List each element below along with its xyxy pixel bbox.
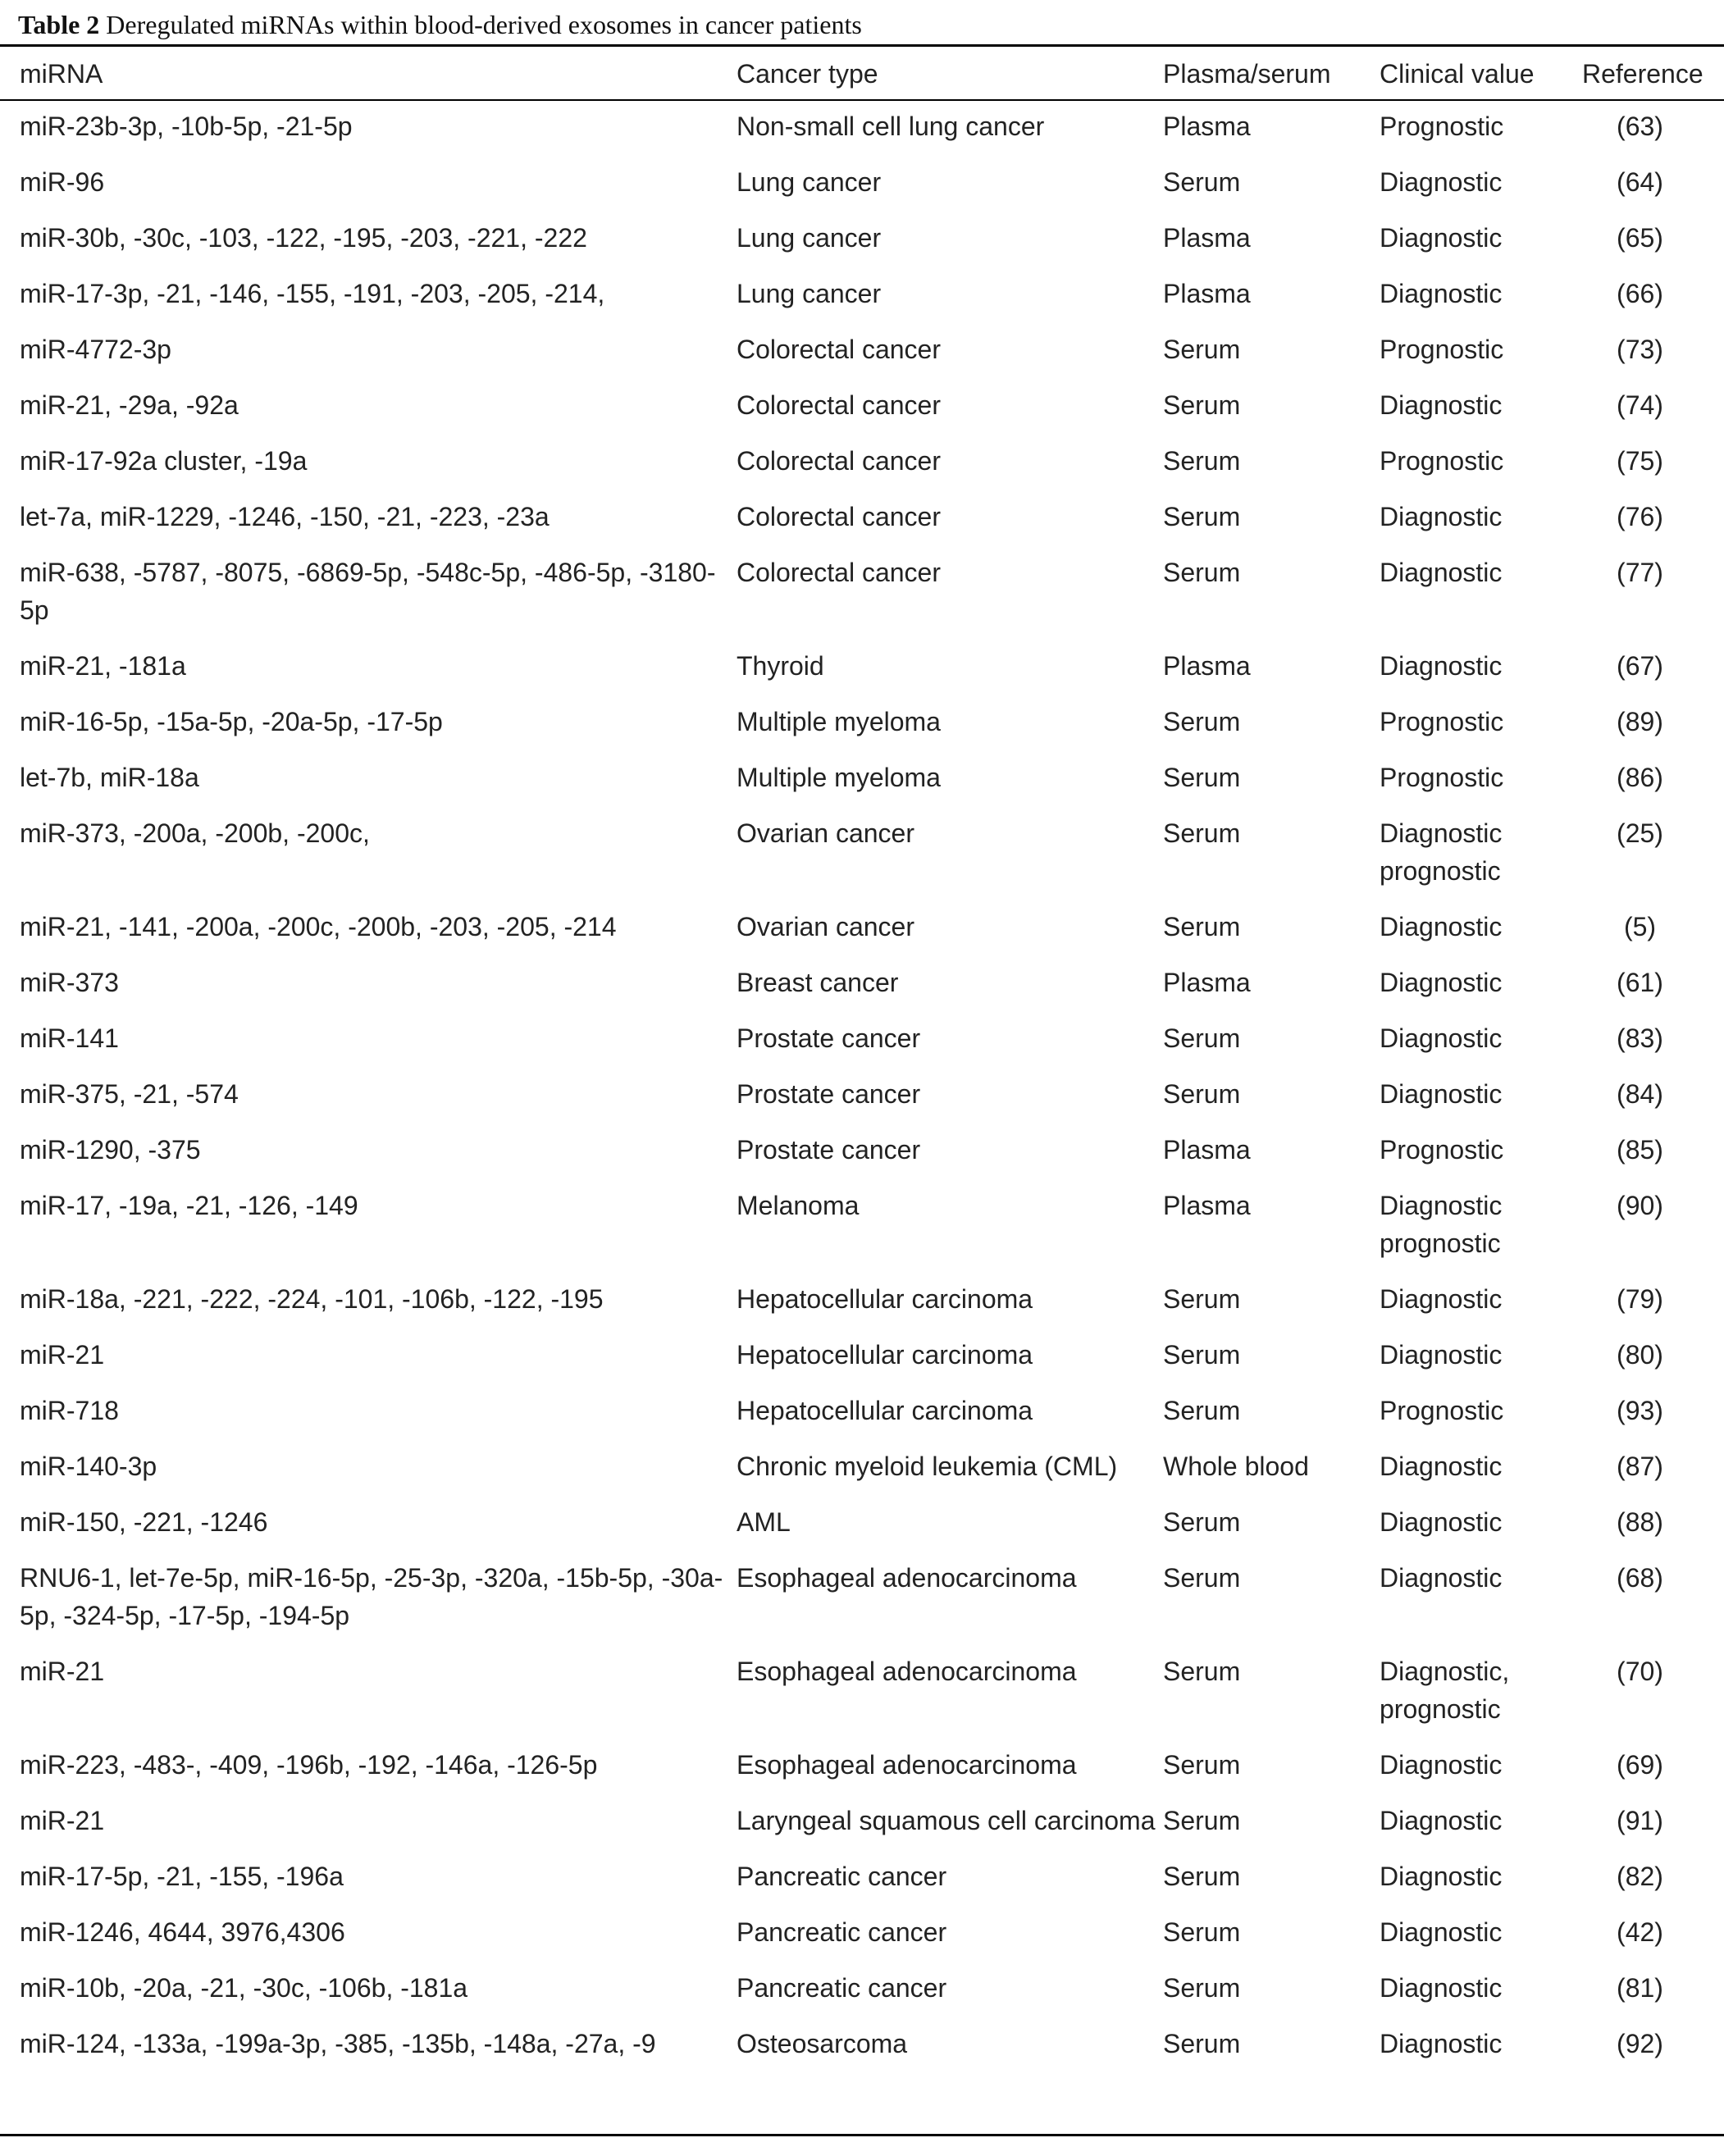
table-row (0, 1906, 1724, 1962)
mirna-cell: miR-21 (20, 1657, 105, 1686)
reference-cell: (81) (1617, 1973, 1663, 2003)
clinical-value-cell: Diagnostic (1380, 223, 1503, 253)
mirna-cell: miR-17-3p, -21, -146, -155, -191, -203, -205, -214, (20, 279, 605, 308)
reference-cell: (63) (1617, 112, 1663, 141)
clinical-value-cell: Diagnostic (1380, 1750, 1503, 1780)
clinical-value-cell: Diagnostic (1380, 968, 1503, 997)
plasma-serum-cell: Plasma (1163, 223, 1251, 253)
plasma-serum-cell: Plasma (1163, 112, 1251, 141)
mirna-cell: miR-96 (20, 167, 105, 197)
cancer-type-cell: Multiple myeloma (737, 763, 941, 792)
clinical-value-cell: Prognostic (1380, 763, 1504, 792)
table-row (0, 1384, 1724, 1440)
table-row (0, 1068, 1724, 1124)
plasma-serum-cell: Plasma (1163, 279, 1251, 308)
mirna-cell: miR-1246, 4644, 3976,4306 (20, 1917, 345, 1947)
mirna-cell: miR-10b, -20a, -21, -30c, -106b, -181a (20, 1973, 468, 2003)
table-row (0, 1179, 1724, 1273)
clinical-value-cell: Diagnostic (1380, 1563, 1503, 1593)
table-caption (18, 5, 862, 44)
reference-cell: (85) (1617, 1135, 1663, 1165)
table-row (0, 323, 1724, 379)
table-row (0, 2017, 1724, 2073)
table-row (0, 900, 1724, 956)
table-row (0, 1794, 1724, 1850)
header-plasma-serum: Plasma/serum (1163, 59, 1331, 89)
mirna-cell: miR-140-3p (20, 1452, 157, 1481)
table-row (0, 1962, 1724, 2017)
reference-cell: (73) (1617, 335, 1663, 364)
plasma-serum-cell: Serum (1163, 1806, 1241, 1835)
clinical-value-cell: Diagnostic (1380, 390, 1503, 420)
plasma-serum-cell: Serum (1163, 1750, 1241, 1780)
plasma-serum-cell: Serum (1163, 1657, 1241, 1686)
cancer-type-cell: Esophageal adenocarcinoma (737, 1657, 1077, 1686)
reference-cell: (75) (1617, 446, 1663, 476)
plasma-serum-cell: Serum (1163, 1396, 1241, 1425)
clinical-value-cell: Prognostic (1380, 1135, 1504, 1165)
caption-text: Deregulated miRNAs within blood-derived exosomes in cancer patients (106, 10, 862, 39)
plasma-serum-cell: Serum (1163, 707, 1241, 736)
reference-cell: (69) (1617, 1750, 1663, 1780)
clinical-value-cell: Diagnostic (1380, 1973, 1503, 2003)
cancer-type-cell: Thyroid (737, 651, 824, 681)
table-row (0, 1440, 1724, 1496)
clinical-value-cell: Diagnostic (1380, 1806, 1503, 1835)
mirna-cell: miR-1290, -375 (20, 1135, 201, 1165)
plasma-serum-cell: Whole blood (1163, 1452, 1309, 1481)
table-row (0, 379, 1724, 435)
mirna-cell: let-7a, miR-1229, -1246, -150, -21, -223, -23a (20, 502, 550, 531)
mirna-cell: miR-141 (20, 1023, 119, 1053)
clinical-value-cell: Diagnostic (1380, 1507, 1503, 1537)
mirna-cell: miR-16-5p, -15a-5p, -20a-5p, -17-5p (20, 707, 443, 736)
reference-cell: (65) (1617, 223, 1663, 253)
cancer-type-cell: Pancreatic cancer (737, 1917, 947, 1947)
cancer-type-cell: Prostate cancer (737, 1135, 921, 1165)
header-reference: Reference (1582, 59, 1703, 89)
reference-cell: (88) (1617, 1507, 1663, 1537)
cancer-type-cell: Prostate cancer (737, 1079, 921, 1109)
reference-cell: (86) (1617, 763, 1663, 792)
mirna-cell: miR-30b, -30c, -103, -122, -195, -203, -221, -222 (20, 223, 587, 253)
mirna-cell: miR-18a, -221, -222, -224, -101, -106b, -122, -195 (20, 1284, 604, 1314)
cancer-type-cell: Lung cancer (737, 279, 882, 308)
header-row (0, 47, 1724, 100)
mirna-cell: miR-223, -483-, -409, -196b, -192, -146a, -126-5p (20, 1750, 598, 1780)
table-row (0, 156, 1724, 212)
reference-cell: (67) (1617, 651, 1663, 681)
plasma-serum-cell: Serum (1163, 446, 1241, 476)
reference-cell: (93) (1617, 1396, 1663, 1425)
plasma-serum-cell: Serum (1163, 1340, 1241, 1370)
reference-cell: (70) (1617, 1657, 1663, 1686)
plasma-serum-cell: Serum (1163, 1917, 1241, 1947)
plasma-serum-cell: Serum (1163, 502, 1241, 531)
mirna-cell: miR-17-92a cluster, -19a (20, 446, 308, 476)
table-row (0, 956, 1724, 1012)
cancer-type-cell: Lung cancer (737, 167, 882, 197)
cancer-type-cell: Esophageal adenocarcinoma (737, 1563, 1077, 1593)
reference-cell: (83) (1617, 1023, 1663, 1053)
mirna-table (0, 47, 1724, 2073)
clinical-value-cell: Diagnostic (1380, 651, 1503, 681)
mirna-cell: miR-21 (20, 1806, 105, 1835)
table-row (0, 1496, 1724, 1552)
table-body (0, 100, 1724, 2073)
clinical-value-cell: Diagnostic (1380, 912, 1503, 941)
cancer-type-cell: Non-small cell lung cancer (737, 112, 1045, 141)
mirna-cell: miR-23b-3p, -10b-5p, -21-5p (20, 112, 353, 141)
plasma-serum-cell: Plasma (1163, 1135, 1251, 1165)
table-row (0, 640, 1724, 695)
clinical-value-cell: Diagnostic (1380, 1452, 1503, 1481)
reference-cell: (80) (1617, 1340, 1663, 1370)
plasma-serum-cell: Serum (1163, 1862, 1241, 1891)
mirna-cell: miR-718 (20, 1396, 119, 1425)
clinical-value-cell: Diagnostic (1380, 1917, 1503, 1947)
mirna-cell: miR-17-5p, -21, -155, -196a (20, 1862, 344, 1891)
cancer-type-cell: Laryngeal squamous cell carcinoma (737, 1806, 1156, 1835)
plasma-serum-cell: Serum (1163, 818, 1241, 848)
table-row (0, 435, 1724, 490)
clinical-value-cell: Diagnostic (1380, 1862, 1503, 1891)
plasma-serum-cell: Serum (1163, 763, 1241, 792)
cancer-type-cell: Melanoma (737, 1191, 860, 1220)
mirna-cell: miR-373 (20, 968, 119, 997)
table-row (0, 267, 1724, 323)
cancer-type-cell: Colorectal cancer (737, 446, 941, 476)
reference-cell: (84) (1617, 1079, 1663, 1109)
mirna-cell: miR-4772-3p (20, 335, 171, 364)
cancer-type-cell: AML (737, 1507, 791, 1537)
bottom-rule (0, 2134, 1724, 2136)
clinical-value-cell: Diagnostic (1380, 1023, 1503, 1053)
mirna-cell: miR-150, -221, -1246 (20, 1507, 268, 1537)
reference-cell: (89) (1617, 707, 1663, 736)
clinical-value-cell: Diagnostic (1380, 1284, 1503, 1314)
plasma-serum-cell: Serum (1163, 1023, 1241, 1053)
mirna-cell: miR-21, -29a, -92a (20, 390, 239, 420)
table-row (0, 807, 1724, 900)
reference-cell: (66) (1617, 279, 1663, 308)
mirna-cell: miR-373, -200a, -200b, -200c, (20, 818, 370, 848)
clinical-value-cell: Diagnostic (1380, 1340, 1503, 1370)
plasma-serum-cell: Serum (1163, 1507, 1241, 1537)
clinical-value-cell: Diagnostic (1380, 2029, 1503, 2058)
plasma-serum-cell: Serum (1163, 1973, 1241, 2003)
clinical-value-cell: Prognostic (1380, 335, 1504, 364)
reference-cell: (64) (1617, 167, 1663, 197)
clinical-value-cell: Diagnostic (1380, 1079, 1503, 1109)
table-row (0, 1012, 1724, 1068)
plasma-serum-cell: Plasma (1163, 968, 1251, 997)
clinical-value-cell: Prognostic (1380, 112, 1504, 141)
cancer-type-cell: Breast cancer (737, 968, 899, 997)
cancer-type-cell: Colorectal cancer (737, 390, 941, 420)
table-row (0, 1739, 1724, 1794)
cancer-type-cell: Hepatocellular carcinoma (737, 1396, 1033, 1425)
cancer-type-cell: Pancreatic cancer (737, 1973, 947, 2003)
mirna-cell: miR-17, -19a, -21, -126, -149 (20, 1191, 358, 1220)
plasma-serum-cell: Serum (1163, 1079, 1241, 1109)
cancer-type-cell: Ovarian cancer (737, 912, 914, 941)
mirna-cell: miR-124, -133a, -199a-3p, -385, -135b, -148a, -27a, -9 (20, 2029, 656, 2058)
header-clinical-value: Clinical value (1380, 59, 1535, 89)
clinical-value-cell: Diagnostic (1380, 502, 1503, 531)
cancer-type-cell: Esophageal adenocarcinoma (737, 1750, 1077, 1780)
mirna-cell: let-7b, miR-18a (20, 763, 199, 792)
plasma-serum-cell: Serum (1163, 1284, 1241, 1314)
table-row (0, 1645, 1724, 1739)
clinical-value-cell: Diagnostic (1380, 279, 1503, 308)
table-row (0, 1273, 1724, 1329)
plasma-serum-cell: Serum (1163, 558, 1241, 587)
cancer-type-cell: Colorectal cancer (737, 502, 941, 531)
cancer-type-cell: Hepatocellular carcinoma (737, 1340, 1033, 1370)
plasma-serum-cell: Serum (1163, 167, 1241, 197)
cancer-type-cell: Multiple myeloma (737, 707, 941, 736)
plasma-serum-cell: Serum (1163, 390, 1241, 420)
clinical-value-cell: Diagnostic, prognostic (1380, 1657, 1510, 1724)
mirna-cell: RNU6-1, let-7e-5p, miR-16-5p, -25-3p, -320a, -15b-5p, -30a-5p, -324-5p, -17-5p, -194-5p (20, 1563, 723, 1630)
mirna-cell: miR-21, -181a (20, 651, 186, 681)
plasma-serum-cell: Serum (1163, 335, 1241, 364)
cancer-type-cell: Prostate cancer (737, 1023, 921, 1053)
clinical-value-cell: Prognostic (1380, 707, 1504, 736)
table-row (0, 212, 1724, 267)
header-cancer-type: Cancer type (737, 59, 878, 89)
reference-cell: (5) (1623, 912, 1657, 941)
reference-cell: (68) (1617, 1563, 1663, 1593)
reference-cell: (74) (1617, 390, 1663, 420)
table-row (0, 1124, 1724, 1179)
reference-cell: (25) (1617, 818, 1663, 848)
cancer-type-cell: Lung cancer (737, 223, 882, 253)
reference-cell: (87) (1617, 1452, 1663, 1481)
reference-cell: (77) (1617, 558, 1663, 587)
reference-cell: (79) (1617, 1284, 1663, 1314)
cancer-type-cell: Chronic myeloid leukemia (CML) (737, 1452, 1118, 1481)
table-row (0, 1329, 1724, 1384)
table-row (0, 1552, 1724, 1645)
table-row (0, 546, 1724, 640)
table-row (0, 695, 1724, 751)
mirna-cell: miR-21, -141, -200a, -200c, -200b, -203, -205, -214 (20, 912, 617, 941)
header-mirna: miRNA (20, 59, 103, 89)
plasma-serum-cell: Plasma (1163, 651, 1251, 681)
cancer-type-cell: Hepatocellular carcinoma (737, 1284, 1033, 1314)
cancer-type-cell: Colorectal cancer (737, 335, 941, 364)
reference-cell: (76) (1617, 502, 1663, 531)
plasma-serum-cell: Serum (1163, 2029, 1241, 2058)
cancer-type-cell: Pancreatic cancer (737, 1862, 947, 1891)
cancer-type-cell: Ovarian cancer (737, 818, 914, 848)
table-row (0, 1850, 1724, 1906)
clinical-value-cell: Prognostic (1380, 1396, 1504, 1425)
table-row (0, 490, 1724, 546)
clinical-value-cell: Diagnostic prognostic (1380, 818, 1503, 886)
plasma-serum-cell: Serum (1163, 1563, 1241, 1593)
reference-cell: (92) (1617, 2029, 1663, 2058)
reference-cell: (42) (1617, 1917, 1663, 1947)
clinical-value-cell: Diagnostic (1380, 558, 1503, 587)
reference-cell: (61) (1617, 968, 1663, 997)
table-row (0, 751, 1724, 807)
clinical-value-cell: Diagnostic prognostic (1380, 1191, 1503, 1258)
plasma-serum-cell: Plasma (1163, 1191, 1251, 1220)
table-row (0, 100, 1724, 156)
reference-cell: (82) (1617, 1862, 1663, 1891)
reference-cell: (91) (1617, 1806, 1663, 1835)
caption-label: Table 2 (18, 10, 100, 39)
cancer-type-cell: Colorectal cancer (737, 558, 941, 587)
mirna-cell: miR-638, -5787, -8075, -6869-5p, -548c-5p, -486-5p, -3180-5p (20, 558, 716, 625)
cancer-type-cell: Osteosarcoma (737, 2029, 908, 2058)
reference-cell: (90) (1617, 1191, 1663, 1220)
clinical-value-cell: Prognostic (1380, 446, 1504, 476)
clinical-value-cell: Diagnostic (1380, 167, 1503, 197)
plasma-serum-cell: Serum (1163, 912, 1241, 941)
mirna-cell: miR-375, -21, -574 (20, 1079, 239, 1109)
mirna-cell: miR-21 (20, 1340, 105, 1370)
